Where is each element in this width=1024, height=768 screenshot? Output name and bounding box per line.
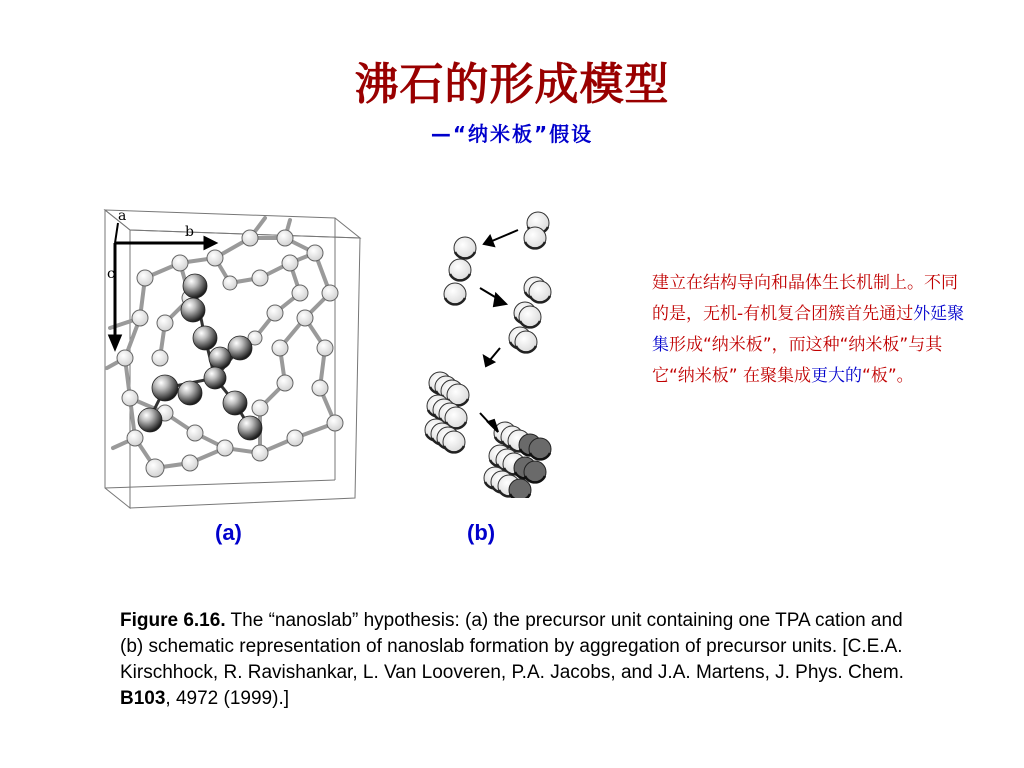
aggregated-nanoslabs	[484, 422, 551, 498]
slide-subtitle: —“纳米板”假设	[430, 122, 594, 146]
figure-a-precursor-unit	[85, 198, 375, 522]
note-segment-5: “板”。	[862, 366, 914, 386]
note-segment-2: 外延聚集	[652, 304, 965, 355]
figure-b-drawing	[410, 208, 570, 498]
note-segment-3: 形成“纳米板”，而这种“纳米板”与其它“纳米板” 在聚集成	[652, 335, 943, 386]
figure-a-drawing	[85, 198, 375, 518]
axis-label-b: b	[185, 224, 194, 240]
side-note	[652, 268, 972, 392]
note-segment-4: 更大的	[811, 366, 863, 386]
caption-text-1: The “nanoslab” hypothesis: (a) the precursor unit containing one TPA cation and (b) schematic representation of nanoslab formation by aggregation of precursor units. [C.E.A. Kirschhock, R. Ravishankar, L. Van Looveren, P.A. Jacobs, and J.A. Martens, J. Phys. Chem.	[120, 610, 904, 683]
figure-b-nanoslab-aggregation	[410, 208, 570, 502]
caption-label: Figure 6.16.	[120, 610, 226, 631]
axis-label-c: c	[107, 266, 115, 282]
caption-text-2: , 4972 (1999).]	[165, 688, 290, 709]
note-segment-1: 建立在结构导向和晶体生长机制上。不同的是，无机-有机复合团簇首先通过	[652, 273, 958, 324]
nanoslab-stack	[425, 372, 469, 453]
axis-label-a: a	[118, 208, 127, 224]
caption-volume: B103	[120, 688, 166, 709]
figure-b-label: (b)	[467, 520, 496, 545]
stacked-precursors	[509, 277, 551, 353]
slide-title: 沸石的形成模型	[354, 59, 670, 110]
single-precursor-unit	[524, 212, 549, 249]
figure-a-label: (a)	[215, 520, 242, 545]
precursor-chain	[444, 237, 476, 305]
figure-caption	[120, 608, 920, 712]
